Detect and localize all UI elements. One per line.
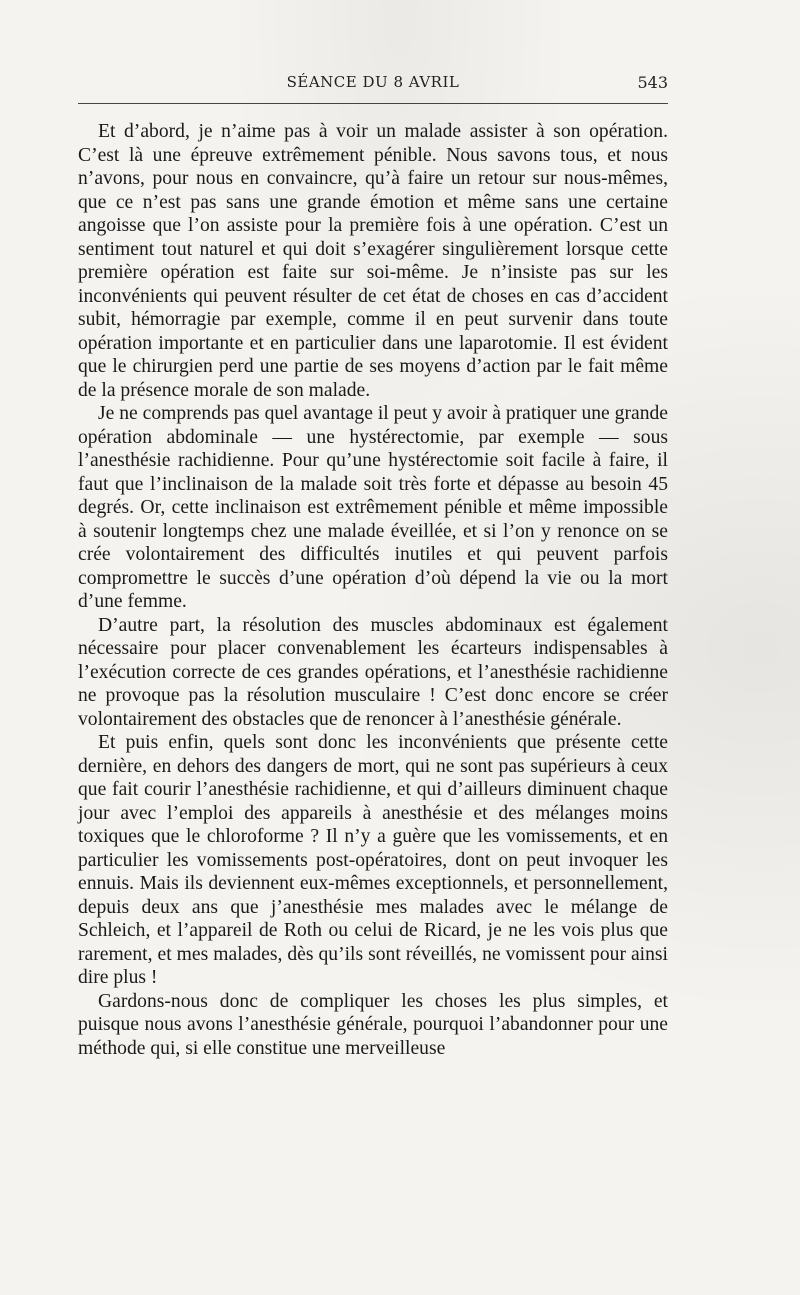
paragraph-2: Je ne comprends pas quel avantage il peut y avoir à pratiquer une grande opération abdominale — une hystérectomie, par exemple — sous l’anesthésie rachidienne. Pour qu’une hystérectomie soit facile à faire, il faut que l’inclinaison de la malade soit très forte et dépasse au besoin 45 degrés. Or, cette inclinaison est extrêmement pénible et même impossible à soutenir longtemps chez une malade éveillée, et si l’on y renonce on se crée volontairement des difficultés inutiles et qui peuvent parfois compromettre le succès d’une opération d’où dépend la vie ou la mort d’une femme. <box>78 403 668 612</box>
paragraph-3: D’autre part, la résolution des muscles abdominaux est également nécessaire pour placer convenablement les écarteurs indispensables à l’exécution correcte de ces grandes opérations, et l’anesthésie rachidienne ne provoque pas la résolution musculaire ! C’est donc encore se créer volontairement des obstacles que de renoncer à l’anesthésie générale. <box>78 614 668 730</box>
paragraph-5: Gardons-nous donc de compliquer les choses les plus simples, et puisque nous avons l’anesthésie générale, pourquoi l’abandonner pour une méthode qui, si elle constitue une merveilleuse <box>78 990 668 1059</box>
running-head <box>78 73 668 97</box>
running-head-title: SÉANCE DU 8 AVRIL <box>286 73 460 91</box>
paragraph-4: Et puis enfin, quels sont donc les inconvénients que présente cette dernière, en dehors des dangers de mort, qui ne sont pas supérieurs à ceux que fait courir l’anesthésie rachidienne, et qui d’ailleurs diminuent chaque jour avec l’emploi des appareils à anesthésie et des mélanges moins toxiques que le chloroforme ? Il n’y a guère que les vomissements, et en particulier les vomissements post-opératoires, dont on peut invoquer les ennuis. Mais ils deviennent eux-mêmes exceptionnels, et personnellement, depuis deux ans que j’anesthésie mes malades avec le mélange de Schleich, et l’appareil de Roth ou celui de Ricard, je ne les vois plus que rarement, et mes malades, dès qu’ils sont réveillés, ne vomissent pour ainsi dire plus ! <box>78 732 668 988</box>
header-rule <box>78 103 668 104</box>
paragraph-1: Et d’abord, je n’aime pas à voir un malade assister à son opération. C’est là une épreuve extrêmement pénible. Nous savons tous, et nous n’avons, pour nous en convaincre, qu’à faire un retour sur nous-mêmes, que ce n’est pas sans une grande émotion et même sans une certaine angoisse que l’on assiste pour la première fois à une opération. C’est un sentiment tout naturel et qui doit s’exagérer singulièrement lorsque cette première opération est faite sur soi-même. Je n’insiste pas sur les inconvénients qui peuvent résulter de cet état de choses en cas d’accident subit, hémorragie par exemple, comme il en peut survenir dans toute opération importante et en particulier dans une laparotomie. Il est évident que le chirurgien perd une partie de ses moyens d’action par le fait même de la présence morale de son malade. <box>78 121 668 401</box>
body-text <box>78 120 668 1060</box>
page-number: 543 <box>637 73 668 92</box>
